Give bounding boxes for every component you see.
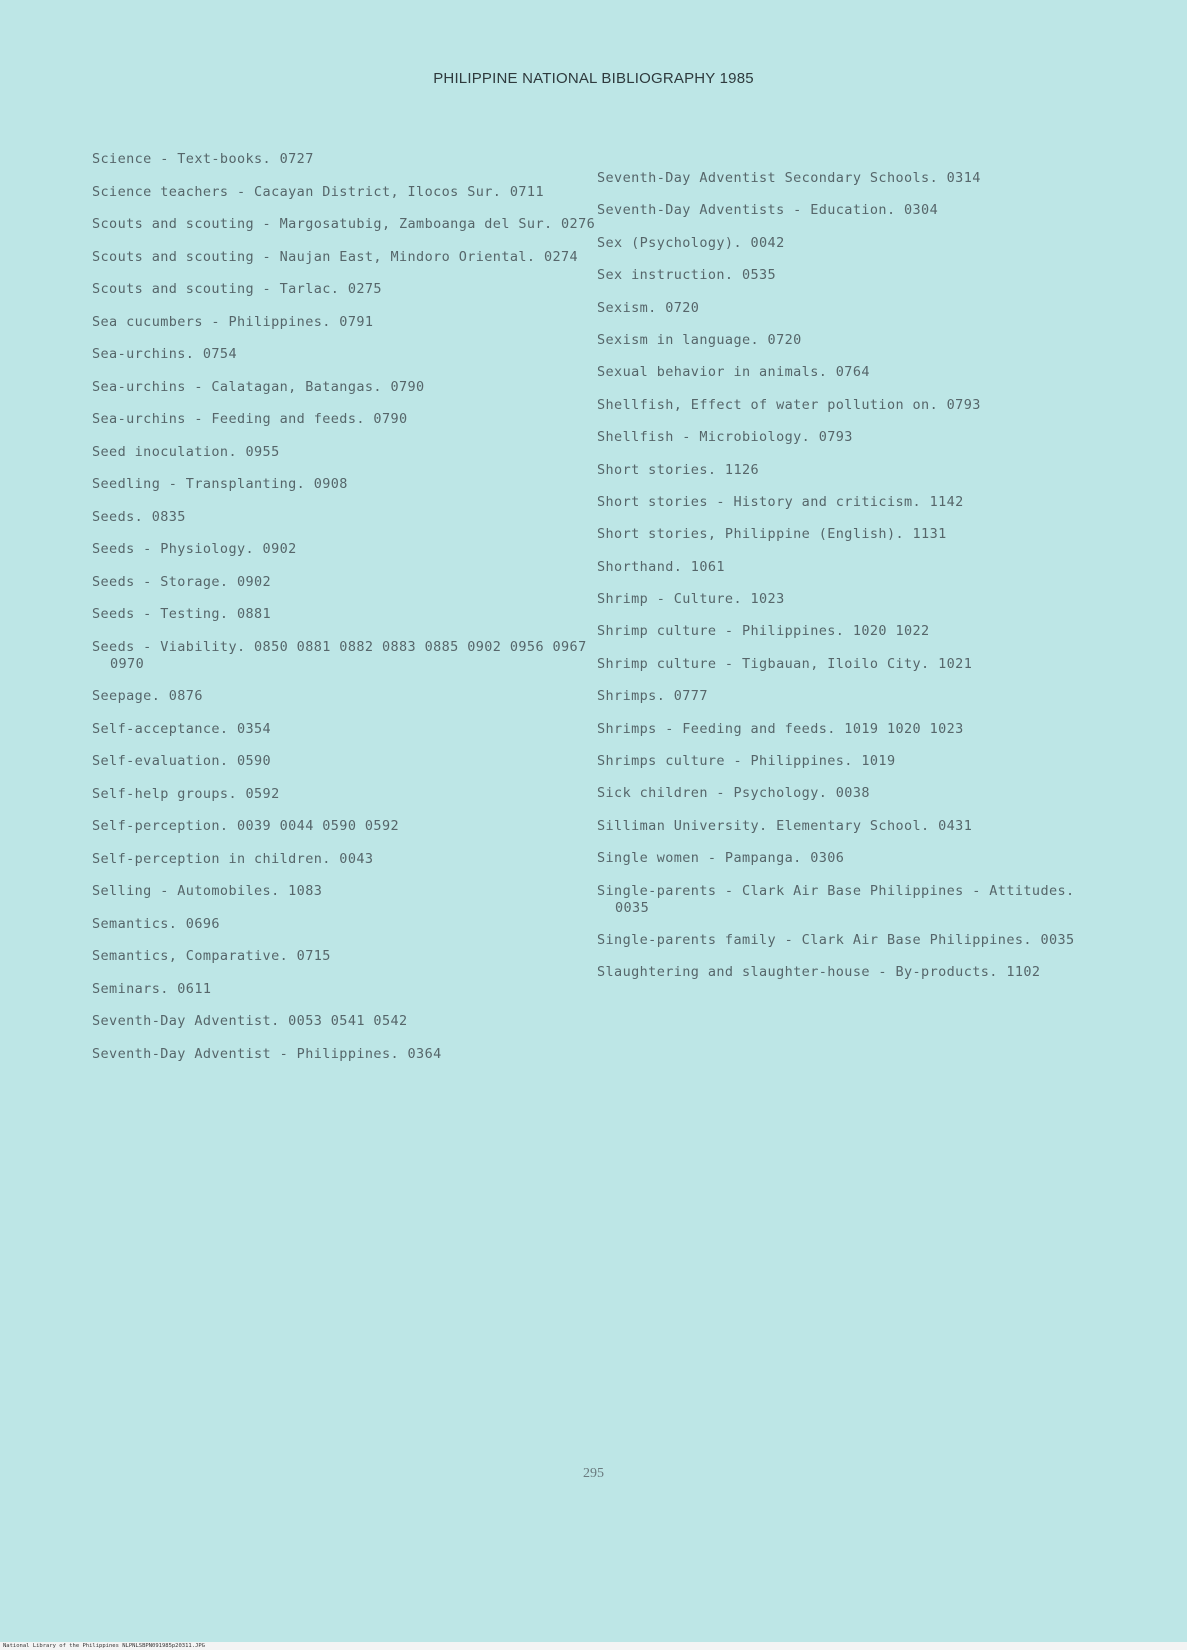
index-entry: Science teachers - Cacayan District, Ilocos Sur. 0711 — [92, 183, 544, 200]
index-entry: Shorthand. 1061 — [597, 558, 725, 575]
index-entry: Sexism. 0720 — [597, 299, 700, 316]
index-entry: Sexual behavior in animals. 0764 — [597, 364, 870, 381]
index-entry: Seventh-Day Adventist - Philippines. 0364 — [92, 1045, 442, 1062]
index-column-right — [597, 170, 1107, 997]
index-entry: Seepage. 0876 — [92, 688, 203, 704]
index-entry: Semantics, Comparative. 0715 — [92, 948, 331, 964]
index-entry: Seeds - Physiology. 0902 — [92, 541, 297, 557]
index-entry: Sexism in language. 0720 — [597, 331, 802, 348]
index-entry: Shrimps. 0777 — [597, 688, 708, 705]
index-entry: Shellfish - Microbiology. 0793 — [597, 429, 853, 446]
index-entry: Shrimps culture - Philippines. 1019 — [597, 753, 896, 770]
index-entry: Shrimp - Culture. 1023 — [597, 591, 785, 608]
index-entry: Sea-urchins - Calatagan, Batangas. 0790 — [92, 378, 425, 395]
index-entry: Seventh-Day Adventist. 0053 0541 0542 — [92, 1013, 408, 1029]
index-entry: Short stories. 1126 — [597, 461, 760, 478]
index-entry: Scouts and scouting - Naujan East, Mindoro Oriental. 0274 — [92, 248, 579, 265]
index-entry: Seventh-Day Adventists - Education. 0304 — [597, 202, 939, 219]
index-entry: Seeds - Storage. 0902 — [92, 573, 272, 590]
scan-source-label: National Library of the Philippines NLPNLSBPN091985p20311.JPG — [3, 1643, 205, 1649]
index-entry: Shrimp culture - Tigbauan, Iloilo City. 1021 — [597, 655, 973, 672]
index-entry: Self-perception. 0039 0044 0590 0592 — [92, 818, 399, 834]
index-entry: Seeds. 0835 — [92, 508, 186, 525]
index-entry: Shrimps - Feeding and feeds. 1019 1020 1023 — [597, 720, 964, 737]
page-title: PHILIPPINE NATIONAL BIBLIOGRAPHY 1985 — [433, 70, 754, 87]
index-entry: Selling - Automobiles. 1083 — [92, 883, 323, 899]
index-entry: Sea-urchins - Feeding and feeds. 0790 — [92, 411, 408, 427]
scan-footer-strip — [0, 1642, 1187, 1650]
index-entry: Single-parents family - Clark Air Base Philippines. 0035 — [597, 931, 1075, 948]
index-entry: Short stories, Philippine (English). 1131 — [597, 526, 947, 543]
index-entry: Seventh-Day Adventist Secondary Schools. 0314 — [597, 170, 981, 186]
index-entry: Seminars. 0611 — [92, 980, 212, 997]
index-entry: Shellfish, Effect of water pollution on. 0793 — [597, 396, 981, 413]
index-entry: Scouts and scouting - Margosatubig, Zamboanga del Sur. 0276 — [92, 216, 596, 232]
page-number: 295 — [583, 1466, 604, 1481]
index-entry: Self-evaluation. 0590 — [92, 753, 272, 769]
index-entry: Seed inoculation. 0955 — [92, 443, 280, 460]
index-entry: Self-perception in children. 0043 — [92, 850, 374, 867]
index-column-left — [92, 151, 602, 1078]
index-entry: Sex instruction. 0535 — [597, 267, 777, 284]
index-entry: Single women - Pampanga. 0306 — [597, 850, 845, 867]
index-entry: Silliman University. Elementary School. 0431 — [597, 817, 973, 834]
index-entry: Seeds - Testing. 0881 — [92, 606, 272, 622]
index-entry: Seedling - Transplanting. 0908 — [92, 476, 348, 492]
index-entry: Sea cucumbers - Philippines. 0791 — [92, 313, 374, 330]
index-entry: Self-acceptance. 0354 — [92, 720, 272, 737]
index-entry: Slaughtering and slaughter-house - By-products. 1102 — [597, 964, 1041, 981]
index-entry: Semantics. 0696 — [92, 915, 220, 932]
index-entry: Shrimp culture - Philippines. 1020 1022 — [597, 623, 930, 640]
index-entry: Sick children - Psychology. 0038 — [597, 785, 870, 802]
index-entry: Short stories - History and criticism. 1142 — [597, 493, 964, 510]
index-entry: Self-help groups. 0592 — [92, 785, 280, 802]
index-entry: Single-parents - Clark Air Base Philippines - Attitudes. 0035 — [597, 882, 1075, 916]
index-entry: Sex (Psychology). 0042 — [597, 234, 785, 251]
index-entry: Science - Text-books. 0727 — [92, 151, 314, 167]
index-entry: Sea-urchins. 0754 — [92, 346, 237, 362]
index-entry: Seeds - Viability. 0850 0881 0882 0883 0885 0902 0956 0967 0970 — [92, 638, 587, 672]
index-entry: Scouts and scouting - Tarlac. 0275 — [92, 281, 382, 297]
